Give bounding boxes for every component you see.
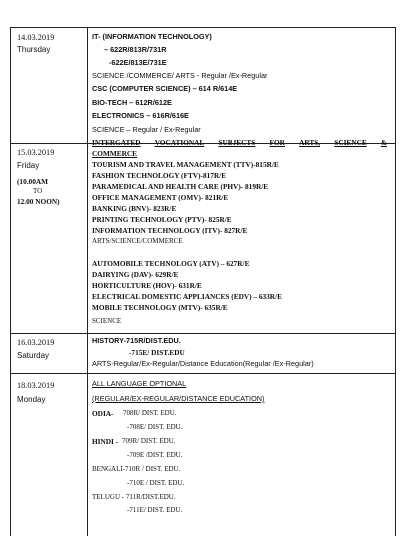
paper-code-line: -708E/ DIST. EDU.	[127, 423, 183, 431]
time-start: (10.00AM	[17, 177, 49, 186]
language-line: BENGALI-710R / DIST. EDU.	[92, 465, 181, 473]
vocational-subject: DAIRYING (DAV)- 629R/E	[92, 270, 179, 279]
paper-code-line: -709E /DIST. EDU.	[127, 451, 183, 459]
heading-word: FOR	[269, 138, 285, 147]
subject-line: BIO-TECH – 612R/612E	[92, 98, 172, 107]
language-line: TELUGU - 711R/DIST.EDU.	[92, 493, 176, 501]
stream-note: ARTS-Regular/Ex-Regular/Distance Education(Regular /Ex-Regular)	[92, 359, 314, 368]
exam-weekday: Friday	[17, 161, 40, 170]
subject-line: ELECTRONICS – 616R/616E	[92, 111, 189, 120]
paper-code-line: 708R/ DIST. EDU.	[123, 409, 177, 417]
heading-word: SUBJECTS	[218, 138, 256, 147]
row-divider	[11, 27, 395, 28]
paper-code-line: -622E/813E/731E	[109, 58, 167, 67]
paper-code-line: 709R/ DIST. EDU.	[122, 437, 176, 445]
row-divider	[11, 373, 395, 374]
section-subheading: (REGULAR/EX-REGULAR/DISTANCE EDUCATION)	[92, 394, 265, 403]
vocational-subject: OFFICE MANAGEMENT (OMV)- 821R/E	[92, 193, 229, 202]
time-end: 12.00 NOON)	[17, 197, 60, 206]
paper-code-line: -715E/ DIST.EDU	[129, 348, 185, 357]
heading-word: SCIENCE	[334, 138, 367, 147]
language-name: ODIA-	[92, 409, 114, 418]
exam-schedule-table	[10, 27, 396, 536]
column-divider	[87, 27, 88, 536]
language-name: HINDI -	[92, 437, 119, 446]
vocational-subject: TOURISM AND TRAVEL MANAGEMENT (TTV)-815R/E	[92, 160, 279, 169]
heading-word: ARTS,	[299, 138, 321, 147]
exam-date: 16.03.2019	[17, 338, 55, 347]
exam-weekday: Thursday	[17, 45, 51, 54]
vocational-subject: INFORMATION TECHNOLOGY (ITV)- 827R/E	[92, 226, 248, 235]
paper-code-line: -710E / DIST. EDU.	[127, 479, 185, 487]
paper-code-line: – 622R/813R/731R	[104, 45, 167, 54]
vocational-subject: PRINTING TECHNOLOGY (PTV)- 825R/E	[92, 215, 232, 224]
vocational-subject: ELECTRICAL DOMESTIC APPLIANCES (EDV) – 633R/E	[92, 292, 282, 301]
paper-code-line: -711E/ DIST. EDU.	[127, 507, 183, 513]
subject-heading: IT- (INFORMATION TECHNOLOGY)	[92, 32, 212, 41]
exam-date: 14.03.2019	[17, 33, 55, 42]
exam-weekday: Saturday	[17, 351, 50, 360]
exam-weekday: Monday	[17, 395, 46, 404]
stream-note: SCIENCE – Regular / Ex-Regular	[92, 125, 201, 134]
row-divider	[11, 333, 395, 334]
heading-word: VOCATIONAL	[154, 138, 205, 147]
exam-date: 15.03.2019	[17, 148, 55, 157]
vocational-subject: AUTOMOBILE TECHNOLOGY (ATV) – 627R/E	[92, 259, 250, 268]
stream-note: SCIENCE /COMMERCE/ ARTS - Regular /Ex-Regular	[92, 71, 268, 80]
vocational-subject: MOBILE TECHNOLOGY (MTV)- 635R/E	[92, 303, 228, 312]
stream-note: ARTS/SCIENCE/COMMERCE	[92, 237, 183, 245]
heading-word: &	[380, 138, 387, 147]
vocational-subject: PARAMEDICAL AND HEALTH CARE (PHV)- 819R/E	[92, 182, 269, 191]
vocational-subject: HORTICULTURE (HOV)- 631R/E	[92, 281, 202, 290]
subject-heading: HISTORY-715R/DIST.EDU.	[92, 336, 181, 345]
vocational-heading-cont: COMMERCE	[92, 149, 137, 158]
subject-line: CSC (COMPUTER SCIENCE) – 614 R/614E	[92, 84, 238, 93]
time-to: TO	[33, 187, 43, 195]
vocational-heading	[92, 139, 387, 146]
heading-word: INTERGATED	[92, 138, 141, 147]
exam-date: 18.03.2019	[17, 381, 55, 390]
vocational-subject: FASHION TECHNOLOGY (FTV)-817R/E	[92, 171, 227, 180]
vocational-subject: BANKING (BNV)- 823R/E	[92, 204, 177, 213]
stream-note: SCIENCE	[92, 317, 122, 325]
section-heading: ALL LANGUAGE OPTIONAL	[92, 379, 187, 388]
